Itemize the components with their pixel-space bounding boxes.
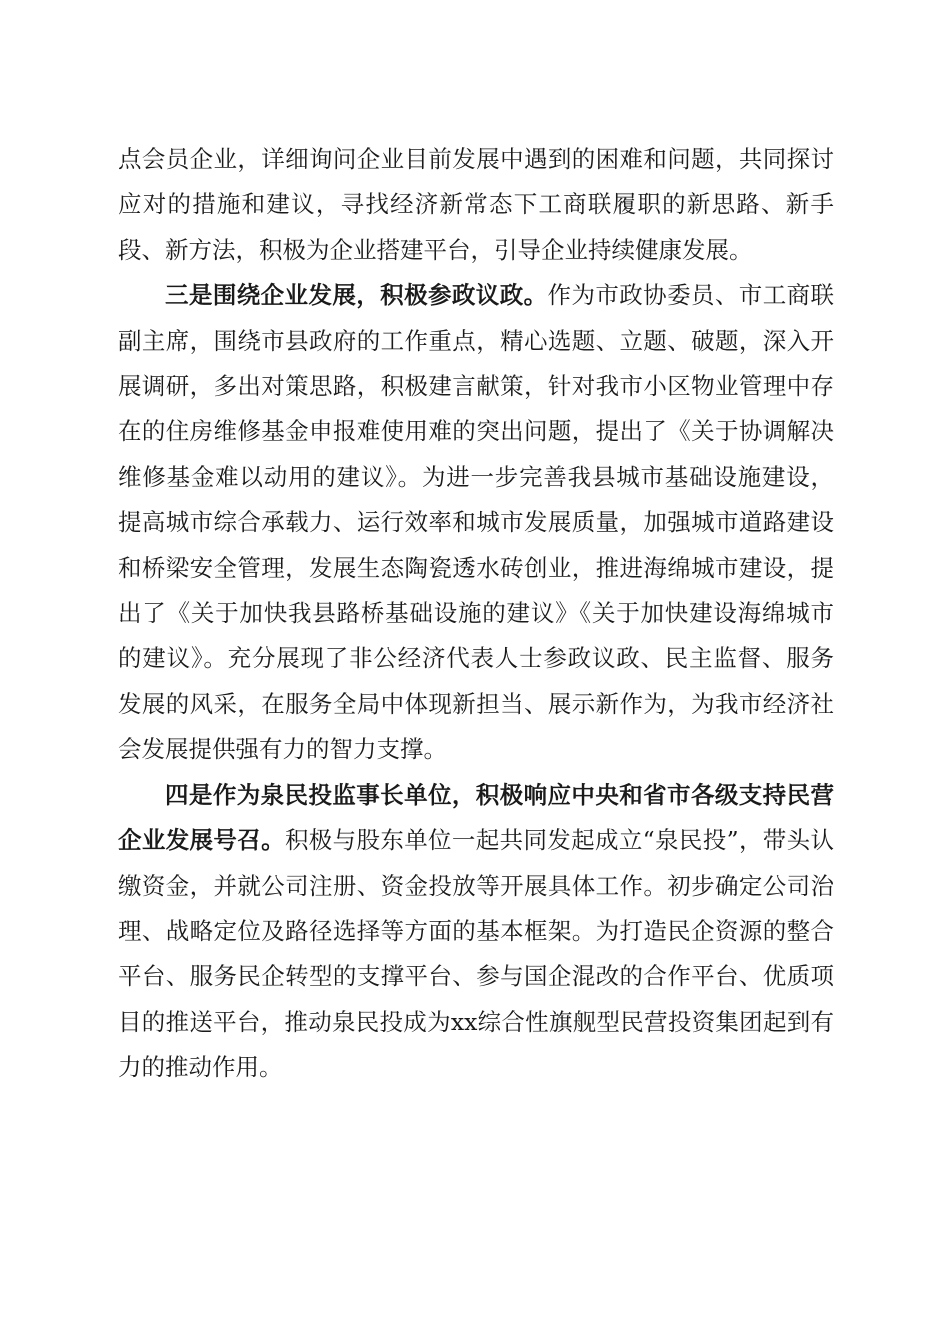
paragraph-2-lead: 三是围绕企业发展，积极参政议政。 bbox=[165, 281, 548, 310]
paragraph-2 bbox=[118, 273, 834, 772]
paragraph-2-text: 作为市政协委员、市工商联副主席，围绕市县政府的工作重点，精心选题、立题、破题，深入开展调研，多出对策思路，积极建言献策，针对我市小区物业管理中存在的住房维修基金申报难使用难的突出问题，提出了《关于协调解决维修基金难以动用的建议》。为进一步完善我县城市基础设施建设，提高城市综合承载力、运行效率和城市发展质量，加强城市道路建设和桥梁安全管理，发展生态陶瓷透水砖创业，推进海绵城市建设，提出了《关于加快我县路桥基础设施的建议》《关于加快建设海绵城市的建议》。充分展现了非公经济代表人士参政议政、民主监督、服务发展的风采，在服务全局中体现新担当、展示新作为，为我市经济社会发展提供强有力的智力支撑。 bbox=[118, 281, 835, 764]
paragraph-3-lead: 四是作为泉民投监事长单位，积极响应中央和省市各级支持民营企业发展号召。 bbox=[118, 780, 834, 855]
document-body bbox=[118, 137, 834, 1091]
paragraph-1 bbox=[118, 137, 834, 273]
paragraph-1-text: 点会员企业，详细询问企业目前发展中遇到的困难和问题，共同探讨应对的措施和建议，寻找经济新常态下工商联履职的新思路、新手段、新方法，积极为企业搭建平台，引导企业持续健康发展。 bbox=[118, 145, 834, 264]
paragraph-3-text: 积极与股东单位一起共同发起成立“泉民投”，带头认缴资金，并就公司注册、资金投放等开展具体工作。初步确定公司治理、战略定位及路径选择等方面的基本框架。为打造民企资源的整合平台、服务民企转型的支撑平台、参与国企混改的合作平台、优质项目的推送平台，推动泉民投成为xx综合性旗舰型民营投资集团起到有力的推动作用。 bbox=[118, 826, 835, 1082]
paragraph-3 bbox=[118, 773, 834, 1091]
